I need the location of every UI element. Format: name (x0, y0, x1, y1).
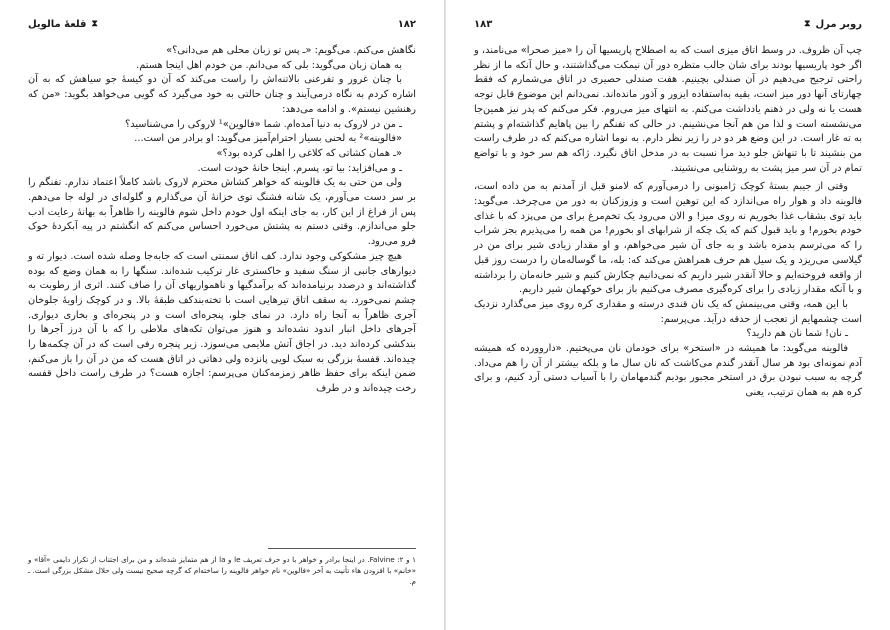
left-running-title-text: قلعهٔ مالویل (28, 18, 87, 30)
left-running-title (28, 19, 98, 30)
right-running-title (804, 19, 862, 30)
paragraph: فالوینه می‌گوید: ما همیشه در «استخر» برای خودمان نان می‌پختیم. «داروورده که همیشه آدم نمونه‌ای بود هر سال آنقدر گندم می‌کاشت که نان سال ما و بلکه بیشتر از آن را هم می‌داد. گرچه به سبب نبودن برق در استخر مجبور بودیم گندمهامان را با آسیاب دستی آرد کنیم، و برای کره هم به همان ترتیب، یعنی (474, 343, 862, 399)
paragraph: ـ من در لاروک به دنیا آمده‌ام. شما «فالوین»¹ لاروکی را می‌شناسید؟ (125, 118, 402, 130)
ornament-icon: ⧗ (804, 19, 811, 29)
right-running-title-text: روبر مرل (815, 18, 862, 30)
paragraph: «ـ همان کشاتی که کلاغی را اهلی کرده بود؟» (216, 147, 402, 159)
footnote: ۱ و ۲: Falvine. در اینجا برادر و خواهر با دو حرف تعریف le و la از هم متمایز شده‌اند و من برای اجتناب از تکرار دایمی «آقا» و «خانم» با افزودن هاء تأنیث به آخر «فالوین» نام خواهر فالوینه را ساخته‌ام که گرچه صحیح نیست ولی حلال مشکل بزرگی است. ـ م. (28, 555, 416, 586)
paragraph: به همان زبان می‌گوید: بلی که می‌دانم. من خودم اهل اینجا هستم. (136, 59, 402, 71)
paragraph: وقتی از جیبم بستهٔ کوچک ژامبونی را درمی‌آورم که لامنو قبل از آمدنم به من داده است، فالوینه داد و هوار راه می‌اندازد که این توهین است و وزوزکنان به دور من می‌چرخد. می‌گوید: باید توی بشقاب غذا بخوریم نه روی میز! و الان می‌رود یک تخم‌مرغ برای من می‌پزد که با غذای خودم بخورم! و باید قبول کنم که یک چکه از شرابهای او بخورم! من همه را می‌پذیرم بجز شراب را که می‌ترسم بدمزه باشد و به جای آن شیر می‌خواهم، و او مقدار زیادی شیر برای من در گیلاسی می‌ریزد و یک سیل هم حرف همراهش می‌کند که: بله، ما گوساله‌مان را درست روز قبل از واقعه فروخته‌ایم و حالا آنقدر شیر داریم که نمی‌دانیم چکارش کنیم و شیر خانه‌مان را برداشته و با آنکه مقدار زیادی را برای کره‌گیری مصرف می‌کنیم باز برای خوکهمان شیر داریم. (474, 181, 862, 296)
paragraph: هیچ چیز مشکوکی وجود ندارد. کف اتاق سمنتی است که جابه‌جا وصله شده است. دیوار ته و دیوارهای جانبی از سنگ سفید و خاکستری غار ترکیب شده‌اند. سنگها را به همان وضع که بوده گذاشته‌اند و درصدد برنیامده‌اند که برآمدگیها و ناهمواریهای آن را صاف کنند. اثری از رطوبت به چشم نمی‌خورد. به سقف اتاق تیرهایی است با تخته‌بندکف طبقهٔ بالا. و در کوچک زاویهٔ جلوخان آجری ظاهراً به آنجا راه دارد. در نمای جلو، پنجره‌ای است و در پنجره‌ای و بخاری دیواری. آجرهای داخل انبار اندود نشده‌اند و هنوز می‌توان تکه‌های ملاطی را که با آن درز آجرها را بندکشی کرده‌اند دید. در اجاق آتش ملایمی می‌سوزد. زیر پنجره رفی است که در آن چکمه‌ها را چیده‌اند. قفسهٔ بزرگی به سبک لویی پانزده ولی دهاتی در اتاق هست که من در آن را باز می‌کنم، ضمن اینکه برای حفظ ظاهر زمزمه‌کنان می‌پرسم: اجازه هست؟ در طرف راست داخل قفسه رخت چیده‌اند و در طرف (28, 250, 416, 395)
paragraph: با چنان غرور و تفرعنی بالاتنه‌اش را راست می‌کند که آن دو کیسهٔ جو سیاهش که به آن اشاره کردم به نگاه درمی‌آیند و چنان حالتی به خود می‌گیرد که گویی می‌خواهد بگوید: «من که رهنشین نیستم». و ادامه می‌دهد: (28, 74, 416, 115)
right-page-header (474, 14, 862, 34)
paragraph: چپ آن ظروف. در وسط اتاق میزی است که به اصطلاح پاریسیها آن را «میز صحرا» می‌نامند، و اگر خود پاریسیها بودند برای شان جالب متظره دور آن نیمکت می‌گذاشتند، و حال آنکه ما از نظر راحتی ترجیح می‌دهیم در آن صندلی بچینیم. هفت صندلی حصیری در اتاق می‌شمارم که فقط چهارتای آنها دور میز است، بقیه به‌استفاده ایزور و آذور مانده‌اند. نمی‌دانم این موضوع قابل توجه هست یا نه ولی در ذهنم یادداشت می‌کنم. به انتهای میز می‌روم. فکر می‌کنم که پدر نیز همین‌جا می‌نشسته است و لذا من هم آنجا می‌نشینم. در حالی که تفنگم را بین پاهایم گذاشته‌ام و پشتم به ته غار است. در این وضع هر دو در را زیر نظر دارم. به نوما اشاره می‌کنم که در طرف راست من بنشیند تا با تنهاش جلو دید مرا نسبت به در مدخل اتاق نگیرد. ژاکه هم سر خود و با تواضع تمام در آن سر میز پشت به روشنایی می‌نشیند. (474, 45, 862, 174)
ornament-icon: ⧗ (91, 19, 98, 29)
left-page-body (28, 44, 416, 397)
left-page-number: ۱۸۲ (397, 18, 416, 30)
paragraph: ـ نان! شما نان هم دارید؟ (746, 328, 848, 340)
paragraph: با این همه، وقتی می‌بینمش که یک نان قندی درسته و مقداری کره روی میز می‌گذارد نزدیک است چشمهایم از تعجب از حدقه درآید. می‌پرسم: (474, 298, 862, 325)
right-page (445, 0, 890, 630)
footnote-divider (268, 548, 416, 549)
right-page-body (474, 44, 862, 401)
paragraph: ولی من حتی به یک فالوینه که خواهر کشاش محترم لاروک باشد کاملاً اعتماد ندارم. تفنگم را بر سر دست می‌آورم، یک شانه فشنگ توی خزانهٔ آن می‌گذارم و گلوله‌ای در لوله جا می‌دهم. پس از فراغ از این کار، به جای اینکه اول خودم داخل شوم فالوینه را ظاهراً به بهانهٔ رعایت ادب جلو می‌اندازم. وقتی دستم به پشتش می‌خورد احساس می‌کنم که انگشتم در پیه آبکردهٔ خوک فرو می‌رود. (28, 177, 416, 248)
paragraph: ـ و می‌افزاید: بیا تو، پسرم. اینجا خانهٔ خودت است. (197, 162, 402, 174)
left-page-header (28, 14, 416, 34)
paragraph: «فالوینه»² به لحنی بسیار احترام‌آمیز می‌گوید: او برادر من است... (134, 133, 402, 145)
paragraph: نگاهش می‌کنم. می‌گویم: «ـ پس تو زبان محلی هم می‌دانی؟» (166, 45, 416, 56)
right-page-number: ۱۸۳ (474, 18, 493, 30)
